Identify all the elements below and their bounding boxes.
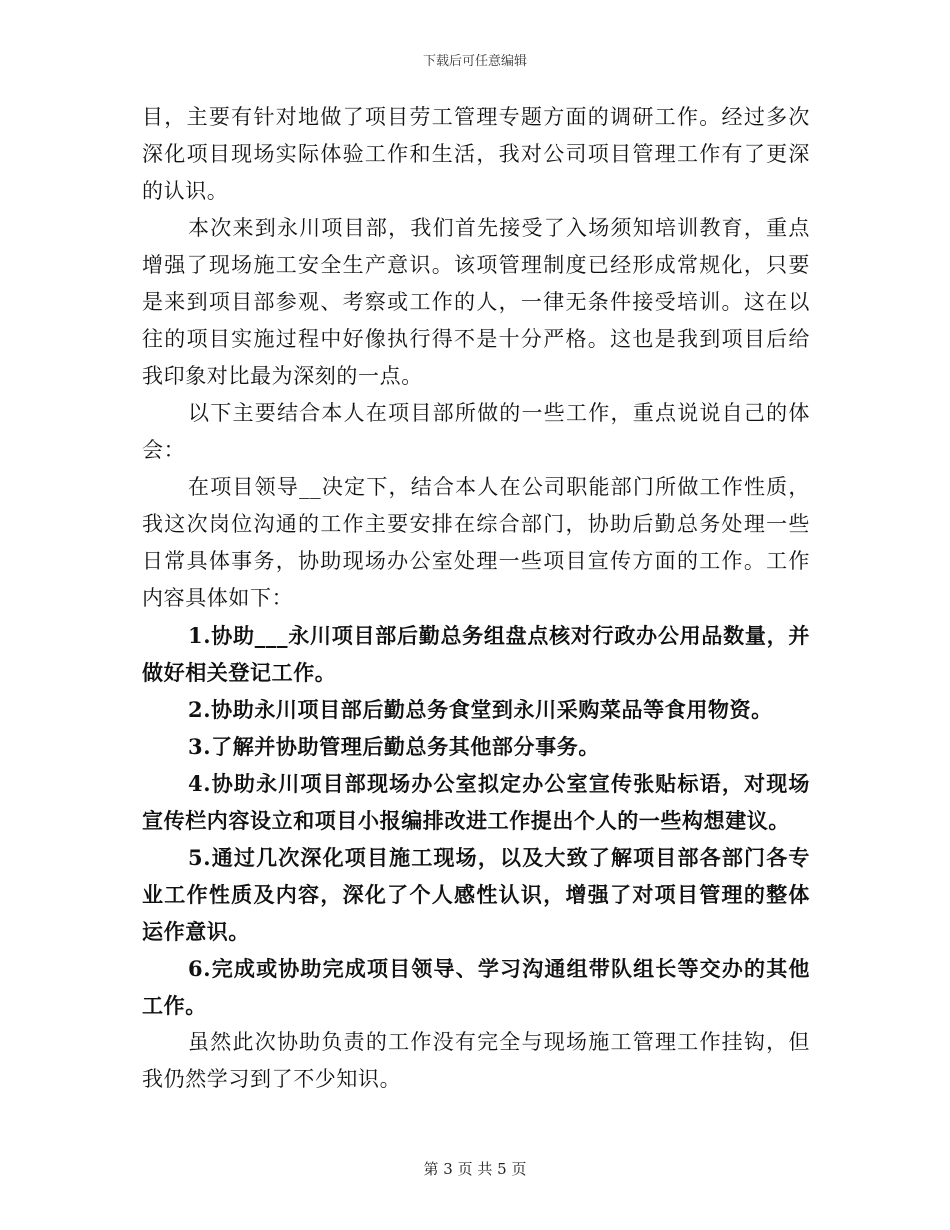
paragraph-4: 在项目领导__决定下，结合本人在公司职能部门所做工作性质，我这次岗位沟通的工作主要安排在综合部门，协助后勤总务处理一些日常具体事务，协助现场办公室处理一些项目宣传方面的工作。工作内容具体如下： <box>142 475 810 610</box>
page-header: 下载后可任意编辑 <box>422 54 527 69</box>
page-number: 第 3 页 共 5 页 <box>423 1160 527 1178</box>
list-item-2: 2.协助永川项目部后勤总务食堂到永川采购菜品等食用物资。 <box>188 697 773 722</box>
list-item-5: 5.通过几次深化项目施工现场，以及大致了解项目部各部门各专业工作性质及内容，深化了个人感性认识，增强了对项目管理的整体运作意识。 <box>142 845 810 944</box>
paragraph-3: 以下主要结合本人在项目部所做的一些工作，重点说说自己的体会： <box>142 401 810 462</box>
list-item-1: 1.协助___永川项目部后勤总务组盘点核对行政办公用品数量，并做好相关登记工作。 <box>142 623 810 685</box>
list-item-3: 3.了解并协助管理后勤总务其他部分事务。 <box>188 734 600 759</box>
paragraph-1: 目，主要有针对地做了项目劳工管理专题方面的调研工作。经过多次深化项目现场实际体验工作和生活，我对公司项目管理工作有了更深的认识。 <box>142 105 810 203</box>
list-item-4: 4.协助永川项目部现场办公室拟定办公室宣传张贴标语，对现场宣传栏内容设立和项目小报编排改进工作提出个人的一些构想建议。 <box>142 771 810 833</box>
document-body <box>142 99 810 1098</box>
list-item-6: 6.完成或协助完成项目领导、学习沟通组带队组长等交办的其他工作。 <box>142 956 810 1018</box>
paragraph-2: 本次来到永川项目部，我们首先接受了入场须知培训教育，重点增强了现场施工安全生产意识。该项管理制度已经形成常规化，只要是来到项目部参观、考察或工作的人，一律无条件接受培训。这在以往的项目实施过程中好像执行得不是十分严格。这也是我到项目后给我印象对比最为深刻的一点。 <box>142 216 810 388</box>
paragraph-closing: 虽然此次协助负责的工作没有完全与现场施工管理工作挂钩，但我仍然学习到了不少知识。 <box>142 1030 810 1091</box>
